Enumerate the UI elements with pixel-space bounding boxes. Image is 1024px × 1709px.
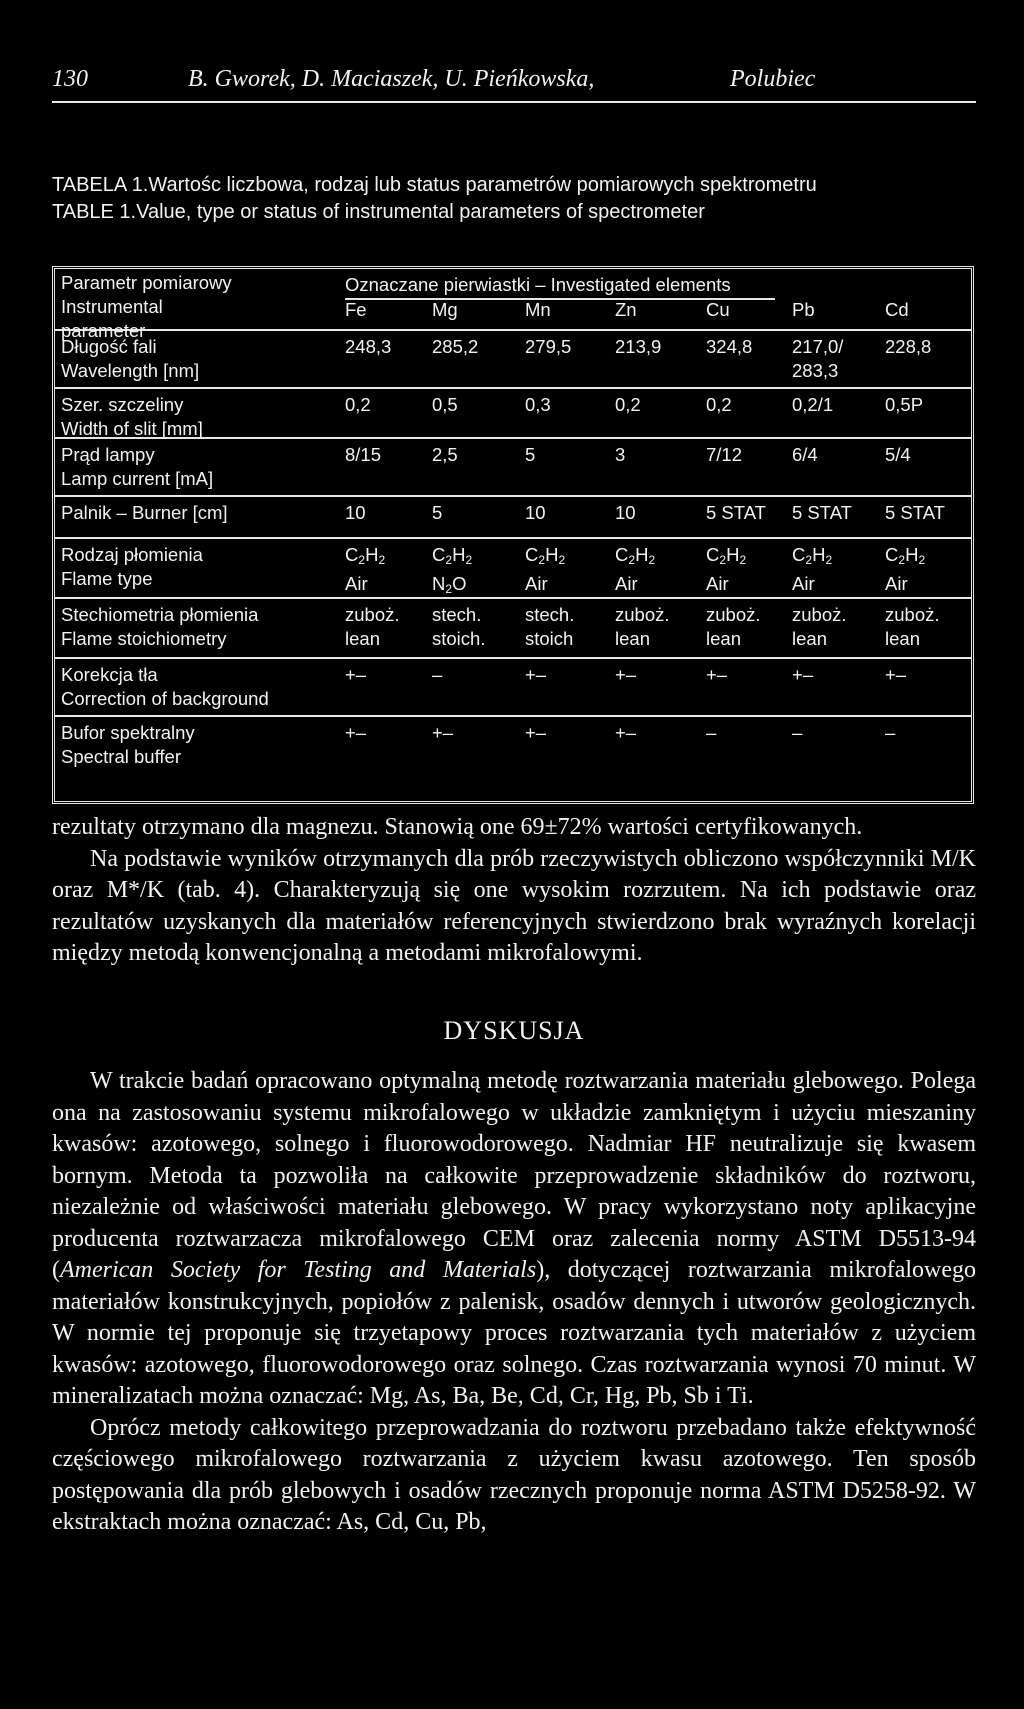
row-label — [61, 501, 228, 525]
cell-value: zuboż. — [706, 604, 761, 625]
cell-cu — [706, 721, 716, 745]
cell-cd — [885, 603, 940, 651]
cell-value: 8/15 — [345, 444, 382, 465]
cell-value-secondary: lean — [615, 628, 650, 649]
section-heading: DYSKUSJA — [443, 1015, 585, 1045]
paragraph-results: rezultaty otrzymano dla magnezu. Stanowią one 69±72% wartości certyfikowanych. — [52, 814, 863, 840]
cell-value: $C_2H_2$ — [885, 544, 926, 567]
row-label-pl: Długość fali — [61, 336, 157, 357]
cell-zn — [615, 603, 670, 651]
cell-value-secondary: Air — [706, 573, 729, 594]
element-cd: Cd — [885, 299, 909, 320]
cell-cd — [885, 393, 923, 417]
table-caption — [52, 172, 982, 226]
cell-value-secondary: Air — [885, 573, 908, 594]
cell-value-secondary: Air — [345, 573, 368, 594]
cell-value: – — [706, 722, 717, 743]
cell-value: +– — [525, 664, 547, 685]
cell-value: 248,3 — [345, 336, 392, 357]
page-number: 130 — [52, 66, 88, 92]
cell-value: 5 — [525, 444, 536, 465]
cell-zn — [615, 543, 655, 596]
cell-cu — [706, 663, 727, 687]
cell-value: +– — [345, 664, 367, 685]
cell-value: 10 — [615, 502, 636, 523]
cell-mn — [525, 603, 574, 651]
cell-cu — [706, 543, 746, 596]
row-label — [61, 335, 199, 383]
cell-zn — [615, 663, 636, 687]
cell-value-secondary: Air — [525, 573, 548, 594]
cell-fe — [345, 603, 400, 651]
cell-mn — [525, 721, 546, 745]
cell-value-secondary: Air — [615, 573, 638, 594]
cell-value: 0,2 — [615, 394, 641, 415]
cell-value: $C_2H_2$ — [792, 544, 833, 567]
table-row — [55, 439, 971, 497]
cell-fe — [345, 393, 371, 417]
paragraph-coefficients: Na podstawie wyników otrzymanych dla prób rzeczywistych obliczono współczynniki M/K oraz M*/K (tab. 4). Charakteryzują się one wysokim rozrzutem. Na ich podstawie oraz rezultatów uzyskanych dla materiałów referencyjnych stwierdzono brak wyraźnych korelacji między metodą konwencjonalną a metodami mikrofalowymi. — [52, 845, 976, 966]
cell-value: 228,8 — [885, 336, 932, 357]
cell-value: 6/4 — [792, 444, 818, 465]
cell-value: 0,5 — [432, 394, 458, 415]
table-header-row — [55, 269, 971, 341]
cell-value: 217,0/ — [792, 336, 844, 357]
cell-value: +– — [345, 722, 367, 743]
cell-value: 5 STAT — [885, 502, 945, 523]
element-zn: Zn — [615, 299, 637, 320]
cell-value: +– — [792, 664, 814, 685]
caption-pl: TABELA 1.Wartośc liczbowa, rodzaj lub status parametrów pomiarowych spektrometru — [52, 174, 817, 196]
cell-value: $C_2H_2$ — [706, 544, 747, 567]
cell-value-secondary: Air — [792, 573, 815, 594]
cell-value: 0,3 — [525, 394, 551, 415]
cell-value: – — [432, 664, 443, 685]
cell-cu — [706, 603, 761, 651]
row-label-pl: Szer. szczeliny — [61, 394, 184, 415]
cell-pb — [792, 603, 847, 651]
row-label-en: Wavelength [nm] — [61, 360, 200, 381]
row-label-pl: Korekcja tła — [61, 664, 158, 685]
cell-value: 324,8 — [706, 336, 753, 357]
element-mg: Mg — [432, 299, 458, 320]
cell-pb — [792, 443, 818, 467]
cell-value: 5/4 — [885, 444, 911, 465]
cell-value: 10 — [345, 502, 366, 523]
cell-value: $C_2H_2$ — [432, 544, 473, 567]
cell-value: zuboż. — [615, 604, 670, 625]
cell-mn — [525, 393, 551, 417]
cell-value: – — [792, 722, 803, 743]
cell-cd — [885, 663, 906, 687]
table-row — [55, 389, 971, 439]
element-cu: Cu — [706, 299, 730, 320]
table-row — [55, 599, 971, 659]
cell-value: +– — [615, 722, 637, 743]
cell-mg — [432, 543, 472, 601]
cell-value: +– — [432, 722, 454, 743]
row-label — [61, 443, 213, 491]
cell-fe — [345, 443, 381, 467]
cell-mn — [525, 543, 565, 596]
cell-mn — [525, 501, 546, 525]
cell-zn — [615, 443, 625, 467]
row-label — [61, 603, 258, 651]
cell-value: 3 — [615, 444, 626, 465]
header-authors: B. Gworek, D. Maciaszek, U. Pieńkowska, — [188, 66, 595, 92]
cell-value-secondary: lean — [706, 628, 741, 649]
row-label-pl: Stechiometria płomienia — [61, 604, 259, 625]
cell-value-secondary: $N_2O$ — [432, 573, 467, 596]
cell-pb — [792, 501, 852, 525]
cell-mn — [525, 335, 571, 359]
cell-cu — [706, 443, 742, 467]
cell-fe — [345, 543, 385, 596]
cell-fe — [345, 663, 366, 687]
cell-mg — [432, 393, 458, 417]
row-label — [61, 663, 269, 711]
table-row — [55, 717, 971, 801]
row-label-pl: Rodzaj płomienia — [61, 544, 203, 565]
cell-pb — [792, 663, 813, 687]
caption-en: TABLE 1.Value, type or status of instrumental parameters of spectrometer — [52, 201, 705, 223]
cell-value: $C_2H_2$ — [525, 544, 566, 567]
cell-cu — [706, 501, 766, 525]
cell-pb — [792, 721, 802, 745]
row-label-pl: Bufor spektralny — [61, 722, 195, 743]
cell-mg — [432, 603, 485, 651]
body-text — [52, 812, 976, 1539]
cell-cd — [885, 543, 925, 596]
elements-group-label: Oznaczane pierwiastki – Investigated elements — [345, 274, 731, 295]
row-label-en: Width of slit [mm] — [61, 418, 203, 439]
cell-mg — [432, 443, 458, 467]
cell-value: +– — [706, 664, 728, 685]
cell-fe — [345, 335, 391, 359]
cell-value: zuboż. — [885, 604, 940, 625]
cell-pb — [792, 543, 832, 596]
cell-zn — [615, 393, 641, 417]
cell-value: 0,2 — [706, 394, 732, 415]
cell-cd — [885, 443, 911, 467]
cell-pb — [792, 393, 833, 417]
header-rule — [52, 101, 976, 103]
cell-value: +– — [525, 722, 547, 743]
cell-cu — [706, 335, 752, 359]
cell-value-secondary: stoich — [525, 628, 574, 649]
table-row — [55, 331, 971, 389]
cell-value: zuboż. — [345, 604, 400, 625]
element-fe: Fe — [345, 299, 367, 320]
cell-value: stech. — [525, 604, 575, 625]
cell-value: 10 — [525, 502, 546, 523]
cell-value: stech. — [432, 604, 482, 625]
cell-mg — [432, 335, 478, 359]
header-authors-end: Polubiec — [730, 66, 816, 92]
cell-zn — [615, 335, 661, 359]
cell-value: – — [885, 722, 896, 743]
header-param-label: Parametr pomiarowy Instrumental parameter — [61, 272, 232, 341]
table-row — [55, 659, 971, 717]
row-label — [61, 393, 203, 441]
cell-value-secondary: 283,3 — [792, 360, 839, 381]
cell-mg — [432, 721, 453, 745]
cell-value: 0,2 — [345, 394, 371, 415]
paragraph-partial-digestion: Oprócz metody całkowitego przeprowadzania do roztworu przebadano także efektywność częściowego mikrofalowego roztwarzania z użyciem kwasu azotowego. Ten sposób postępowania dla prób glebowych i osadów rzecznych proponuje norma ASTM D5258-92. W ekstraktach można oznaczać: As, Cd, Cu, Pb, — [52, 1414, 976, 1535]
cell-value: 5 STAT — [706, 502, 766, 523]
element-pb: Pb — [792, 299, 815, 320]
row-label-pl: Palnik – Burner [cm] — [61, 502, 228, 523]
cell-value: 213,9 — [615, 336, 662, 357]
cell-value: 7/12 — [706, 444, 743, 465]
cell-cd — [885, 501, 945, 525]
cell-mn — [525, 443, 535, 467]
cell-value-secondary: lean — [345, 628, 380, 649]
cell-value-secondary: lean — [885, 628, 920, 649]
cell-value: 0,5P — [885, 394, 924, 415]
cell-pb — [792, 335, 843, 383]
cell-value: 5 STAT — [792, 502, 852, 523]
table-row — [55, 497, 971, 539]
cell-zn — [615, 721, 636, 745]
cell-value: 5 — [432, 502, 443, 523]
cell-value: 279,5 — [525, 336, 572, 357]
cell-value: +– — [615, 664, 637, 685]
cell-fe — [345, 721, 366, 745]
row-label-en: Correction of background — [61, 688, 269, 709]
cell-value: $C_2H_2$ — [345, 544, 386, 567]
row-label-pl: Prąd lampy — [61, 444, 155, 465]
row-label-en: Lamp current [mA] — [61, 468, 214, 489]
cell-mn — [525, 663, 546, 687]
cell-mg — [432, 663, 442, 687]
cell-value: zuboż. — [792, 604, 847, 625]
cell-zn — [615, 501, 636, 525]
row-label — [61, 721, 195, 769]
cell-cd — [885, 335, 931, 359]
cell-value: 285,2 — [432, 336, 479, 357]
paragraph-discussion: W trakcie badań opracowano optymalną metodę roztwarzania materiału glebowego. Polega ona na zastosowaniu systemu mikrofalowego w układzie zamkniętym i użyciu mieszaniny kwasów: azotowego, solnego i fluorowodorowego. Nadmiar HF neutralizuje się kwasem bornym. Metoda ta pozwoliła na całkowite przeprowadzenie składników do roztworu, niezależnie od właściwości materiału glebowego. W pracy wykorzystano noty aplikacyjne producenta roztwarzacza mikrofalowego CEM oraz zalecenia normy ASTM D5513-94 (American Society for Testing and Materials), dotyczącej roztwarzania mikrofalowego materiałów konstrukcyjnych, popiołów z palenisk, osadów dennych i utworów geologicznych. W normie tej proponuje się trzyetapowy proces roztwarzania tych materiałów z użyciem kwasów: azotowego, fluorowodorowego oraz solnego. Czas roztwarzania wynosi 70 minut. W mineralizatach można oznaczać: Mg, As, Ba, Be, Cd, Cr, Hg, Pb, Sb i Ti. — [52, 1068, 977, 1409]
cell-value: $C_2H_2$ — [615, 544, 656, 567]
cell-fe — [345, 501, 366, 525]
cell-value: +– — [885, 664, 907, 685]
cell-value-secondary: stoich. — [432, 628, 486, 649]
cell-value-secondary: lean — [792, 628, 827, 649]
cell-cu — [706, 393, 732, 417]
row-label-en: Flame type — [61, 568, 153, 589]
row-label-en: Spectral buffer — [61, 746, 181, 767]
cell-cd — [885, 721, 895, 745]
parameters-table — [52, 266, 974, 804]
row-label — [61, 543, 203, 591]
cell-mg — [432, 501, 442, 525]
row-label-en: Flame stoichiometry — [61, 628, 227, 649]
cell-value: 2,5 — [432, 444, 458, 465]
cell-value: 0,2/1 — [792, 394, 834, 415]
table-row — [55, 539, 971, 599]
element-mn: Mn — [525, 299, 551, 320]
